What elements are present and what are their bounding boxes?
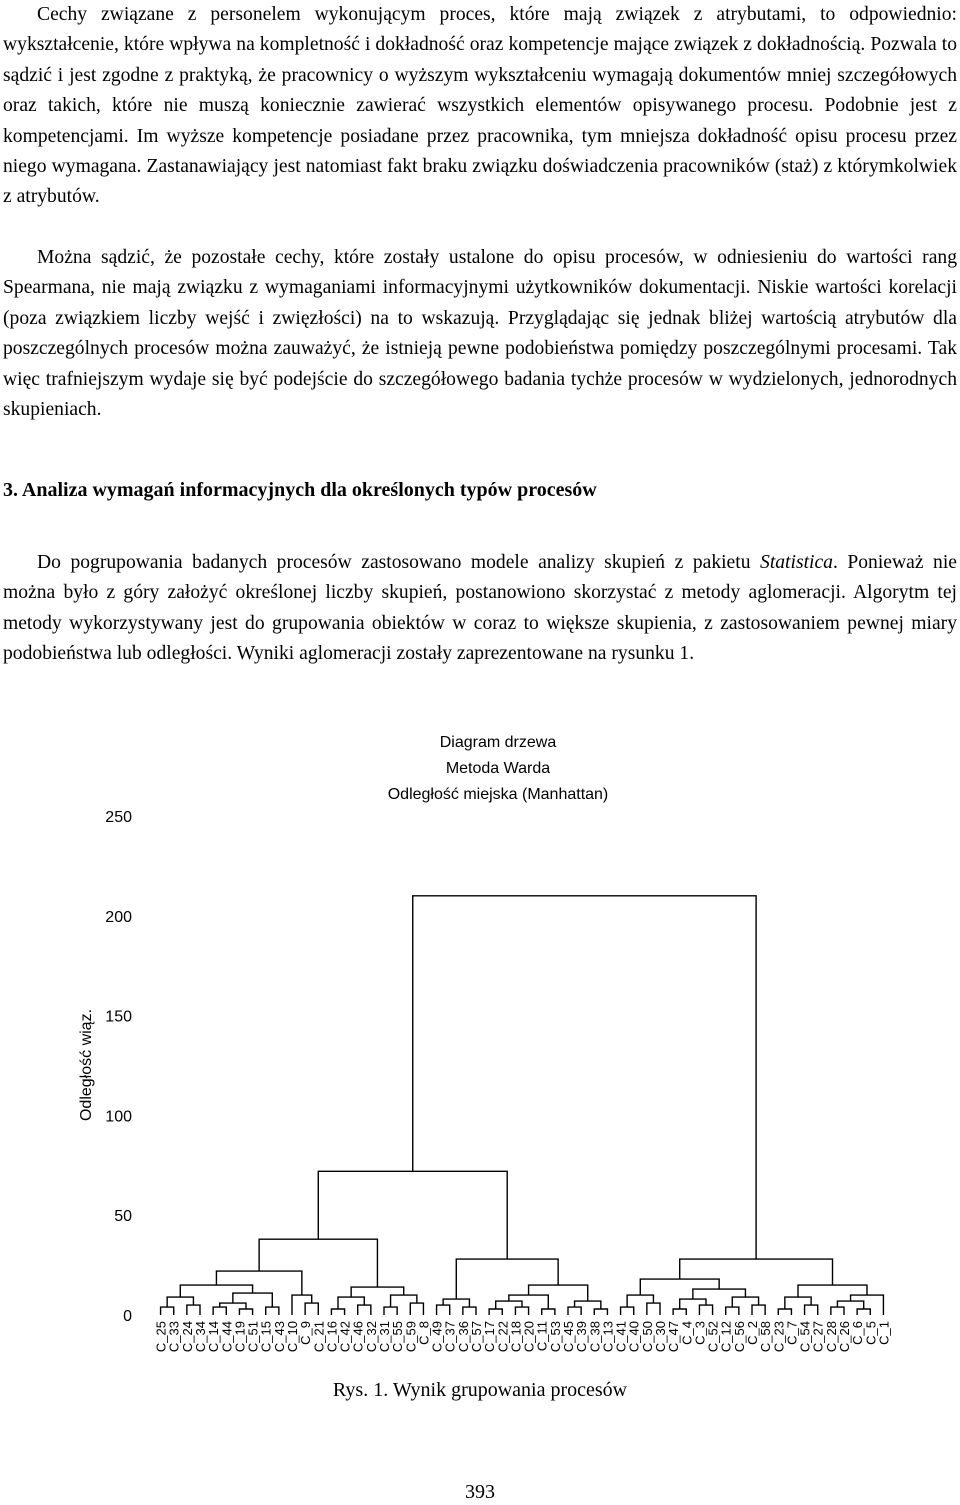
- section-heading: 3. Analiza wymagań informacyjnych dla określonych typów procesów: [3, 479, 597, 501]
- leaf-label: C_28: [823, 1321, 839, 1353]
- leaf-label: C_37: [442, 1321, 458, 1353]
- dendrogram-chart: [68, 720, 932, 1374]
- leaf-label: C_11: [534, 1321, 550, 1352]
- leaf-label: C_44: [219, 1321, 235, 1353]
- paragraph3-text-start: Do pogrupowania badanych procesów zastosowano modele analizy skupień z pakietu: [37, 552, 761, 573]
- leaf-label: C_33: [166, 1321, 182, 1353]
- leaf-label: C_56: [731, 1321, 747, 1353]
- leaf-label: C_1: [876, 1321, 892, 1345]
- paragraph3-text-end: . Ponieważ nie można było z góry założyć określonej liczby skupień, postanowiono skorzystać z metody aglomeracji. Algorytm tej metody wykorzystywany jest do grupowania obiektów w coraz to większe skupienia, z zastosowaniem pewnej miary podobieństwa lub odległości. Wyniki aglomeracji zostały zaprezentowane na rysunku 1.: [3, 552, 957, 665]
- leaf-label: C_5: [863, 1321, 879, 1345]
- chart-title-line-2: Metoda Warda: [445, 760, 551, 777]
- leaf-label: C_31: [377, 1321, 392, 1353]
- leaf-label: C_8: [416, 1321, 432, 1345]
- leaf-label: C_7: [784, 1321, 800, 1345]
- chart-title-line-1: Diagram drzewa: [439, 734, 557, 751]
- leaf-label: C_3: [692, 1321, 708, 1345]
- leaf-label: C_24: [179, 1321, 195, 1353]
- leaf-label: C_50: [639, 1321, 655, 1353]
- leaf-label: C_2: [745, 1321, 760, 1345]
- leaf-label: C_27: [810, 1321, 826, 1353]
- y-tick-label: 50: [114, 1208, 132, 1226]
- leaf-label: C_51: [245, 1321, 261, 1353]
- leaf-label: C_47: [666, 1321, 682, 1353]
- dendrogram-figure: [68, 720, 932, 1374]
- leaf-label: C_13: [600, 1321, 616, 1353]
- leaf-label: C_22: [495, 1321, 511, 1353]
- leaf-label: C_20: [521, 1321, 537, 1353]
- leaf-label: C_30: [653, 1321, 668, 1353]
- y-tick-label: 100: [105, 1108, 132, 1126]
- leaf-label: C_17: [482, 1321, 498, 1353]
- leaf-label: C_41: [613, 1321, 629, 1353]
- leaf-label: C_25: [153, 1321, 169, 1353]
- chart-title-line-3: Odległość miejska (Manhattan): [387, 786, 609, 803]
- figure-caption: Rys. 1. Wynik grupowania procesów: [332, 1379, 628, 1401]
- leaf-label: C_19: [232, 1321, 248, 1353]
- leaf-label: C_49: [429, 1321, 445, 1353]
- leaf-label: C_52: [705, 1321, 721, 1353]
- software-name: Statistica: [760, 552, 833, 573]
- leaf-label: C_43: [271, 1321, 287, 1353]
- body-paragraph-1: Cechy związane z personelem wykonującym proces, które mają związek z atrybutami, to odpowiednio: wykształcenie, które wpływa na kompletność i dokładność oraz kompetencje mające związek z dokładnością. Pozwala to sądzić i jest zgodne z praktyką, że pracownicy o wyższym wykształceniu wymagają dokumentów mniej szczegółowych oraz takich, które nie muszą koniecznie zawierać wszystkich elementów opisywanego procesu. Podobnie jest z kompetencjami. Im wyższe kompetencje posiadane przez pracownika, tym mniejsza dokładność opisu procesu przez niego wymagana. Zastanawiający jest natomiast fakt braku związku doświadczenia pracowników (staż) z którymkolwiek z atrybutów.: [3, 4, 957, 208]
- leaf-label: C_32: [363, 1321, 379, 1353]
- leaf-labels: [154, 1321, 892, 1352]
- leaf-label: C_40: [626, 1321, 642, 1353]
- leaf-label: C_55: [390, 1321, 406, 1353]
- y-tick-label: 0: [123, 1308, 132, 1325]
- leaf-label: C_9: [298, 1321, 314, 1345]
- leaf-label: C_15: [258, 1321, 274, 1353]
- leaf-label: C_45: [561, 1321, 576, 1353]
- leaf-label: C_18: [508, 1321, 524, 1353]
- leaf-label: C_53: [547, 1321, 563, 1353]
- y-tick-label: 250: [105, 809, 132, 826]
- y-tick-label: 200: [105, 908, 132, 926]
- leaf-label: C_58: [758, 1321, 774, 1353]
- leaf-label: C_21: [311, 1321, 327, 1353]
- leaf-label: C_26: [837, 1321, 852, 1353]
- leaf-label: C_23: [771, 1321, 787, 1353]
- leaf-label: C_12: [718, 1321, 734, 1353]
- leaf-label: C_34: [193, 1321, 208, 1353]
- leaf-label: C_59: [403, 1321, 419, 1353]
- leaf-label: C_36: [455, 1321, 471, 1353]
- y-axis-label: Odległość wiąz.: [78, 1008, 95, 1122]
- leaf-label: C_38: [587, 1321, 603, 1353]
- y-tick-label: 150: [105, 1008, 132, 1026]
- leaf-label: C_16: [324, 1321, 340, 1353]
- leaf-label: C_10: [285, 1321, 300, 1353]
- leaf-label: C_4: [679, 1321, 695, 1345]
- chart-background: [68, 720, 932, 1374]
- leaf-label: C_46: [350, 1321, 366, 1353]
- leaf-label: C_54: [797, 1321, 813, 1353]
- leaf-label: C_6: [850, 1321, 866, 1345]
- leaf-label: C_39: [574, 1321, 590, 1353]
- body-paragraph-3: [3, 548, 957, 670]
- leaf-label: C_14: [206, 1321, 222, 1353]
- body-paragraph-2: Można sądzić, że pozostałe cechy, które zostały ustalone do opisu procesów, w odniesieniu do wartości rang Spearmana, nie mają związku z wymaganiami informacyjnymi użytkowników dokumentacji. Niskie wartości korelacji (poza związkiem liczby wejść i zwięzłości) na to wskazują. Przyglądając się jednak bliżej wartością atrybutów dla poszczególnych procesów można zauważyć, że istnieją pewne podobieństwa pomiędzy poszczególnymi procesami. Tak więc trafniejszym wydaje się być podejście do szczegółowego badania tychże procesów w wydzielonych, jednorodnych skupieniach.: [3, 247, 957, 421]
- leaf-label: C_42: [337, 1321, 353, 1353]
- leaf-label: C_57: [469, 1321, 484, 1353]
- page-number: 393: [465, 1481, 495, 1503]
